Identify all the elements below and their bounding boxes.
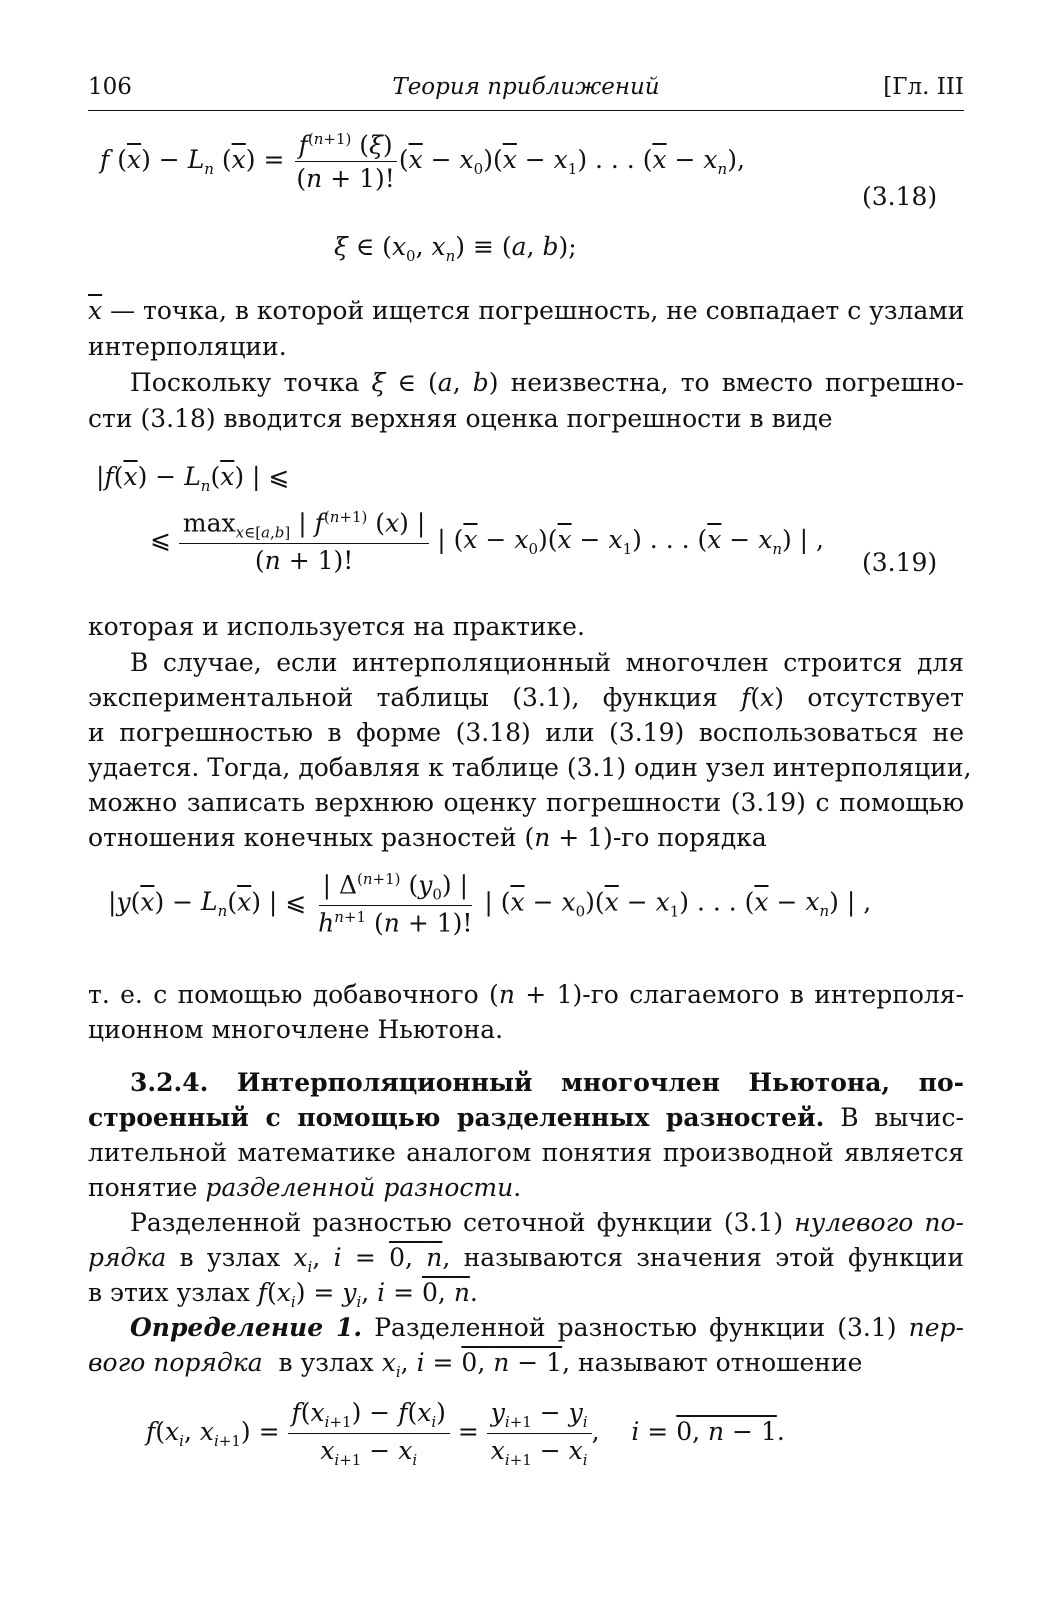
text-line: т. е. с помощью добавочного (n + 1)-го слагаемого в интерполя- <box>88 980 965 1009</box>
equation-3-18-line2: ξ ∈ ($x_0$, $x_n) \equiv (a$, b); <box>334 232 577 265</box>
text-line: Разделенной разностью сеточной функции (3.1) нулевого по- <box>130 1208 964 1237</box>
text-line: лительной математике аналогом понятия производной является <box>88 1138 964 1167</box>
text-line: В случае, если интерполяционный многочлен строится для <box>130 648 964 677</box>
equation-divided-difference: $f(x_i$, $x_{i+1}$) = $\frac{f(x_{i+1}) - f(x_i)}{x_{i+1} - x_i}$ = $\frac{y_{i+1} - y_i}{x_{i+1} - x_i}$ , i = 0, n − 1. <box>146 1398 785 1469</box>
text-line: сти (3.18) вводится верхняя оценка погрешности в виде <box>88 404 833 433</box>
section-heading: 3.2.4. Интерполяционный многочлен Ньютона, по- <box>130 1068 964 1097</box>
text-line: отношения конечных разностей (n + 1)-го порядка <box>88 823 767 852</box>
equation-delta: $|y(\overline{x}) - L_n(\overline{x})$ | ⩽ $\frac{| \Delta^{(n+1)} (y_0) |}{h^{n+1} (n + 1)!}$ | $(\overline{x} - x_0)(\overline{x} - x_1)$ . . . $(\overline{x} - x_n)$ | , <box>108 870 872 938</box>
equation-number: (3.19) <box>862 548 938 577</box>
text-line: можно записать верхнюю оценку погрешности (3.19) с помощью <box>88 788 964 817</box>
text-line: вого порядка в узлах $x_i$, i = 0, n − 1, называют отношение <box>88 1348 863 1381</box>
text-line: понятие разделенной разности. <box>88 1173 522 1202</box>
text-line: в этих узлах $f(x_i) = y_i$, i = 0, n. <box>88 1278 478 1311</box>
text-line: интерполяции. <box>88 332 287 361</box>
equation-number: (3.18) <box>862 182 938 211</box>
text-line: экспериментальной таблицы (3.1), функция f(x) отсутствует <box>88 683 964 712</box>
text-line: Поскольку точка ξ ∈ (a, b) неизвестна, то вместо погрешно- <box>130 368 965 397</box>
text-line: удается. Тогда, добавляя к таблице (3.1) один узел интерполяции, <box>88 753 972 782</box>
text-line: Определение 1. Разделенной разностью функции (3.1) пер- <box>130 1313 964 1342</box>
text-line: и погрешностью в форме (3.18) или (3.19) воспользоваться не <box>88 718 964 747</box>
text-line: которая и используется на практике. <box>88 612 585 641</box>
text-line: рядка в узлах $x_i$, i = 0, n, называются значения этой функции <box>88 1243 964 1276</box>
text-line: $\overline{x}$ — точка, в которой ищется погрешность, не совпадает с узлами <box>88 296 965 325</box>
equation-3-19-line2: ⩽ $\frac{\max_{x\in[a,b]} | f^{(n+1)} (x) |}{(n + 1)!}$ | $(\overline{x} - x_0)(\overline{x} - x_1)$ . . . $(\overline{x} - x_n)$ | , <box>150 508 825 576</box>
text-line: строенный с помощью разделенных разностей. В вычис- <box>88 1103 965 1132</box>
equation-3-19-line1: $|f(\overline{x}) - L_n(\overline{x})$ | ⩽ <box>96 462 290 495</box>
equation-3-18-line1: f $(\overline{x}) - L_n$ $(\overline{x})$ = $\frac{f^{(n+1)} (\xi)}{(n + 1)!}$ $(\overline{x} - x_0)(\overline{x} - x_1)$ . . . $(\overline{x} - x_n)$, <box>100 130 745 194</box>
text-line: ционном многочлене Ньютона. <box>88 1015 504 1044</box>
chapter-label: [Гл. III <box>883 74 964 100</box>
running-header <box>88 72 964 111</box>
page-number: 106 <box>88 74 132 100</box>
running-title: Теория приближений <box>392 74 660 100</box>
